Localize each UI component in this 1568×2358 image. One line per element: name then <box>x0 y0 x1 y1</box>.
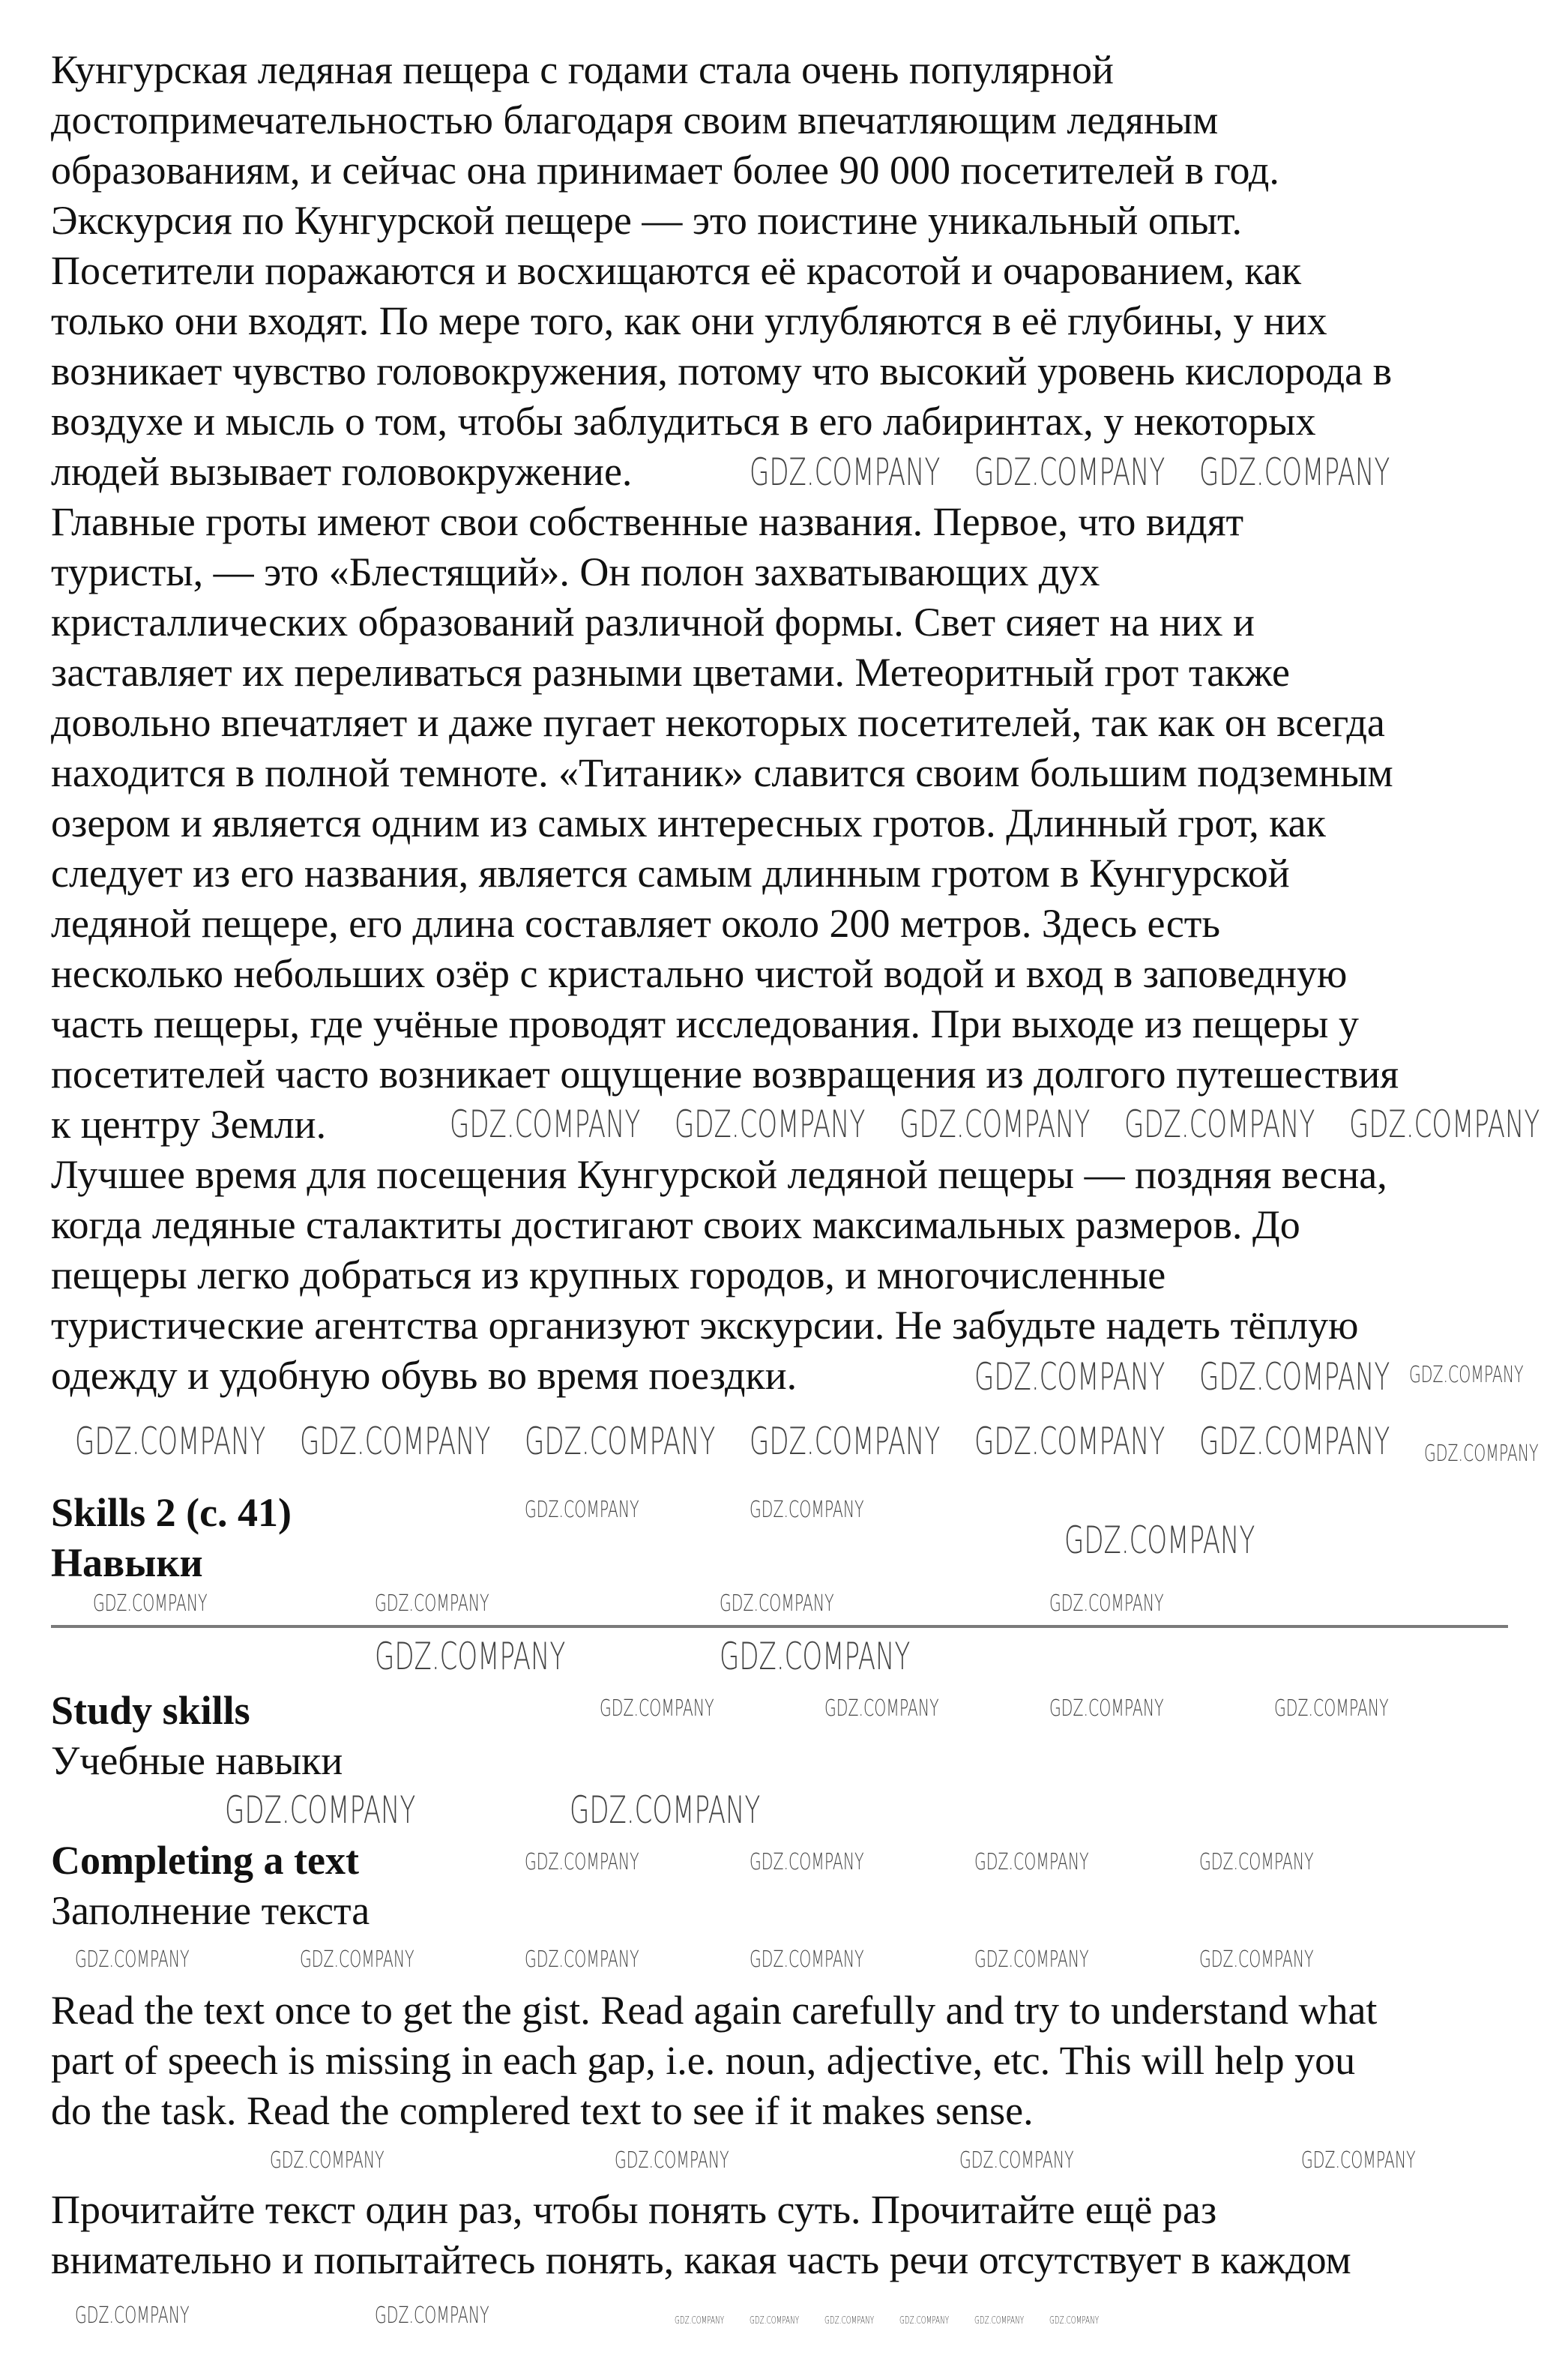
text-line: озером и является одним из самых интересных гротов. Длинный грот, как <box>51 800 1326 845</box>
text-line: несколько небольших озёр с кристально чистой водой и вход в заповедную <box>51 951 1348 996</box>
watermark: GDZ.COMPANY <box>899 2315 950 2327</box>
completing-title: Completing a text <box>51 1838 359 1883</box>
watermark: GDZ.COMPANY <box>1064 1519 1255 1562</box>
watermark: GDZ.COMPANY <box>974 1849 1089 1875</box>
text-line: воздухе и мысль о том, чтобы заблудиться в его лабиринтах, у некоторых <box>51 399 1316 444</box>
section-title: Skills 2 (с. 41) <box>51 1490 292 1535</box>
watermark: GDZ.COMPANY <box>720 1590 834 1617</box>
watermark: GDZ.COMPANY <box>750 1947 864 1973</box>
watermark: GDZ.COMPANY <box>93 1590 208 1617</box>
watermark: GDZ.COMPANY <box>750 1420 941 1463</box>
watermark: GDZ.COMPANY <box>974 2315 1025 2327</box>
watermark: GDZ.COMPANY <box>720 1635 911 1678</box>
watermark: GDZ.COMPANY <box>1301 2147 1416 2174</box>
watermark: GDZ.COMPANY <box>300 1420 491 1463</box>
watermark: GDZ.COMPANY <box>225 1788 416 1832</box>
watermark: GDZ.COMPANY <box>1199 1355 1390 1399</box>
text-line: кристаллических образований различной формы. Свет сияет на них и <box>51 600 1255 645</box>
watermark: GDZ.COMPANY <box>300 1947 414 1973</box>
watermark: GDZ.COMPANY <box>824 2315 875 2327</box>
instructions-en <box>51 1985 1377 2136</box>
watermark: GDZ.COMPANY <box>1199 1420 1390 1463</box>
watermark: GDZ.COMPANY <box>375 1590 489 1617</box>
watermark: GDZ.COMPANY <box>375 2303 489 2329</box>
text-line: довольно впечатляет и даже пугает некоторых посетителей, так как он всегда <box>51 700 1385 745</box>
watermark: GDZ.COMPANY <box>974 1420 1166 1463</box>
watermark: GDZ.COMPANY <box>570 1788 761 1832</box>
watermark: GDZ.COMPANY <box>615 2147 729 2174</box>
watermark: GDZ.COMPANY <box>1199 1849 1314 1875</box>
watermark: GDZ.COMPANY <box>75 2303 190 2329</box>
watermark: GDZ.COMPANY <box>1049 1695 1164 1722</box>
completing-text <box>51 1836 370 1936</box>
watermark: GDZ.COMPANY <box>675 2315 725 2327</box>
text-line: Экскурсия по Кунгурской пещере — это поистине уникальный опыт. <box>51 198 1243 243</box>
instructions-ru <box>51 2185 1351 2285</box>
text-line: туристические агентства организуют экскурсии. Не забудьте надеть тёплую <box>51 1303 1359 1348</box>
watermark: GDZ.COMPANY <box>525 1849 639 1875</box>
text-line: внимательно и попытайтесь понять, какая часть речи отсутствует в каждом <box>51 2237 1351 2282</box>
watermark: GDZ.COMPANY <box>974 1947 1089 1973</box>
text-line: только они входят. По мере того, как они углубляются в её глубины, у них <box>51 298 1327 343</box>
divider <box>51 1625 1508 1628</box>
text-line: part of speech is missing in each gap, i.e. noun, adjective, etc. This will help you <box>51 2038 1356 2083</box>
watermark: GDZ.COMPANY <box>1349 1103 1540 1146</box>
text-line: пещеры легко добраться из крупных городов, и многочисленные <box>51 1252 1166 1297</box>
text-line: Лучшее время для посещения Кунгурской ледяной пещеры — поздняя весна, <box>51 1152 1387 1197</box>
study-skills-title: Study skills <box>51 1688 250 1733</box>
watermark: GDZ.COMPANY <box>525 1947 639 1973</box>
watermark: GDZ.COMPANY <box>270 2147 385 2174</box>
watermark: GDZ.COMPANY <box>974 1355 1166 1399</box>
watermark: GDZ.COMPANY <box>1424 1441 1539 1467</box>
text-line: находится в полной темноте. «Титаник» славится своим большим подземным <box>51 750 1393 795</box>
text-line: Кунгурская ледяная пещера с годами стала очень популярной <box>51 47 1114 92</box>
completing-translation: Заполнение текста <box>51 1888 370 1933</box>
text-line: когда ледяные сталактиты достигают своих максимальных размеров. До <box>51 1202 1300 1247</box>
watermark: GDZ.COMPANY <box>525 1497 639 1523</box>
watermark: GDZ.COMPANY <box>375 1635 566 1678</box>
watermark: GDZ.COMPANY <box>600 1695 714 1722</box>
text-line: Посетители поражаются и восхищаются её красотой и очарованием, как <box>51 248 1302 293</box>
watermark: GDZ.COMPANY <box>750 1497 864 1523</box>
watermark: GDZ.COMPANY <box>1124 1103 1315 1146</box>
watermark: GDZ.COMPANY <box>750 450 941 494</box>
watermark: GDZ.COMPANY <box>824 1695 939 1722</box>
text-line: do the task. Read the complered text to see if it makes sense. <box>51 2088 1034 2133</box>
text-line: образованиям, и сейчас она принимает более 90 000 посетителей в год. <box>51 148 1279 193</box>
text-line: ледяной пещере, его длина составляет около 200 метров. Здесь есть <box>51 901 1221 946</box>
watermark: GDZ.COMPANY <box>675 1103 866 1146</box>
text-line: часть пещеры, где учёные проводят исследования. При выходе из пещеры у <box>51 1001 1359 1046</box>
watermark: GDZ.COMPANY <box>959 2147 1074 2174</box>
section-heading <box>51 1488 292 1588</box>
watermark: GDZ.COMPANY <box>525 1420 716 1463</box>
watermark: GDZ.COMPANY <box>75 1947 190 1973</box>
text-line: заставляет их переливаться разными цветами. Метеоритный грот также <box>51 650 1290 695</box>
text-line: к центру Земли. <box>51 1102 327 1147</box>
watermark: GDZ.COMPANY <box>899 1103 1091 1146</box>
text-line: следует из его названия, является самым длинным гротом в Кунгурской <box>51 851 1290 896</box>
section-subtitle: Навыки <box>51 1540 203 1585</box>
study-skills <box>51 1686 343 1786</box>
watermark: GDZ.COMPANY <box>750 2315 800 2327</box>
text-line: посетителей часто возникает ощущение возвращения из долгого путешествия <box>51 1052 1399 1097</box>
text-line: Read the text once to get the gist. Read again carefully and try to understand what <box>51 1988 1378 2033</box>
study-skills-translation: Учебные навыки <box>51 1738 343 1783</box>
text-line: людей вызывает головокружение. <box>51 449 633 494</box>
text-line: Прочитайте текст один раз, чтобы понять суть. Прочитайте ещё раз <box>51 2187 1217 2232</box>
watermark: GDZ.COMPANY <box>974 450 1166 494</box>
text-line: одежду и удобную обувь во время поездки. <box>51 1353 797 1398</box>
text-line: Главные гроты имеют свои собственные названия. Первое, что видят <box>51 499 1244 544</box>
watermark: GDZ.COMPANY <box>75 1420 266 1463</box>
text-line: возникает чувство головокружения, потому что высокий уровень кислорода в <box>51 349 1393 393</box>
watermark: GDZ.COMPANY <box>1274 1695 1389 1722</box>
watermark: GDZ.COMPANY <box>1409 1362 1524 1388</box>
watermark: GDZ.COMPANY <box>450 1103 641 1146</box>
watermark: GDZ.COMPANY <box>1199 1947 1314 1973</box>
watermark: GDZ.COMPANY <box>1199 450 1390 494</box>
watermark: GDZ.COMPANY <box>1049 1590 1164 1617</box>
text-line: туристы, — это «Блестящий». Он полон захватывающих дух <box>51 549 1100 594</box>
main-text <box>51 45 1399 1401</box>
text-line: достопримечательностью благодаря своим впечатляющим ледяным <box>51 97 1219 142</box>
watermark: GDZ.COMPANY <box>750 1849 864 1875</box>
watermark: GDZ.COMPANY <box>1049 2315 1100 2327</box>
